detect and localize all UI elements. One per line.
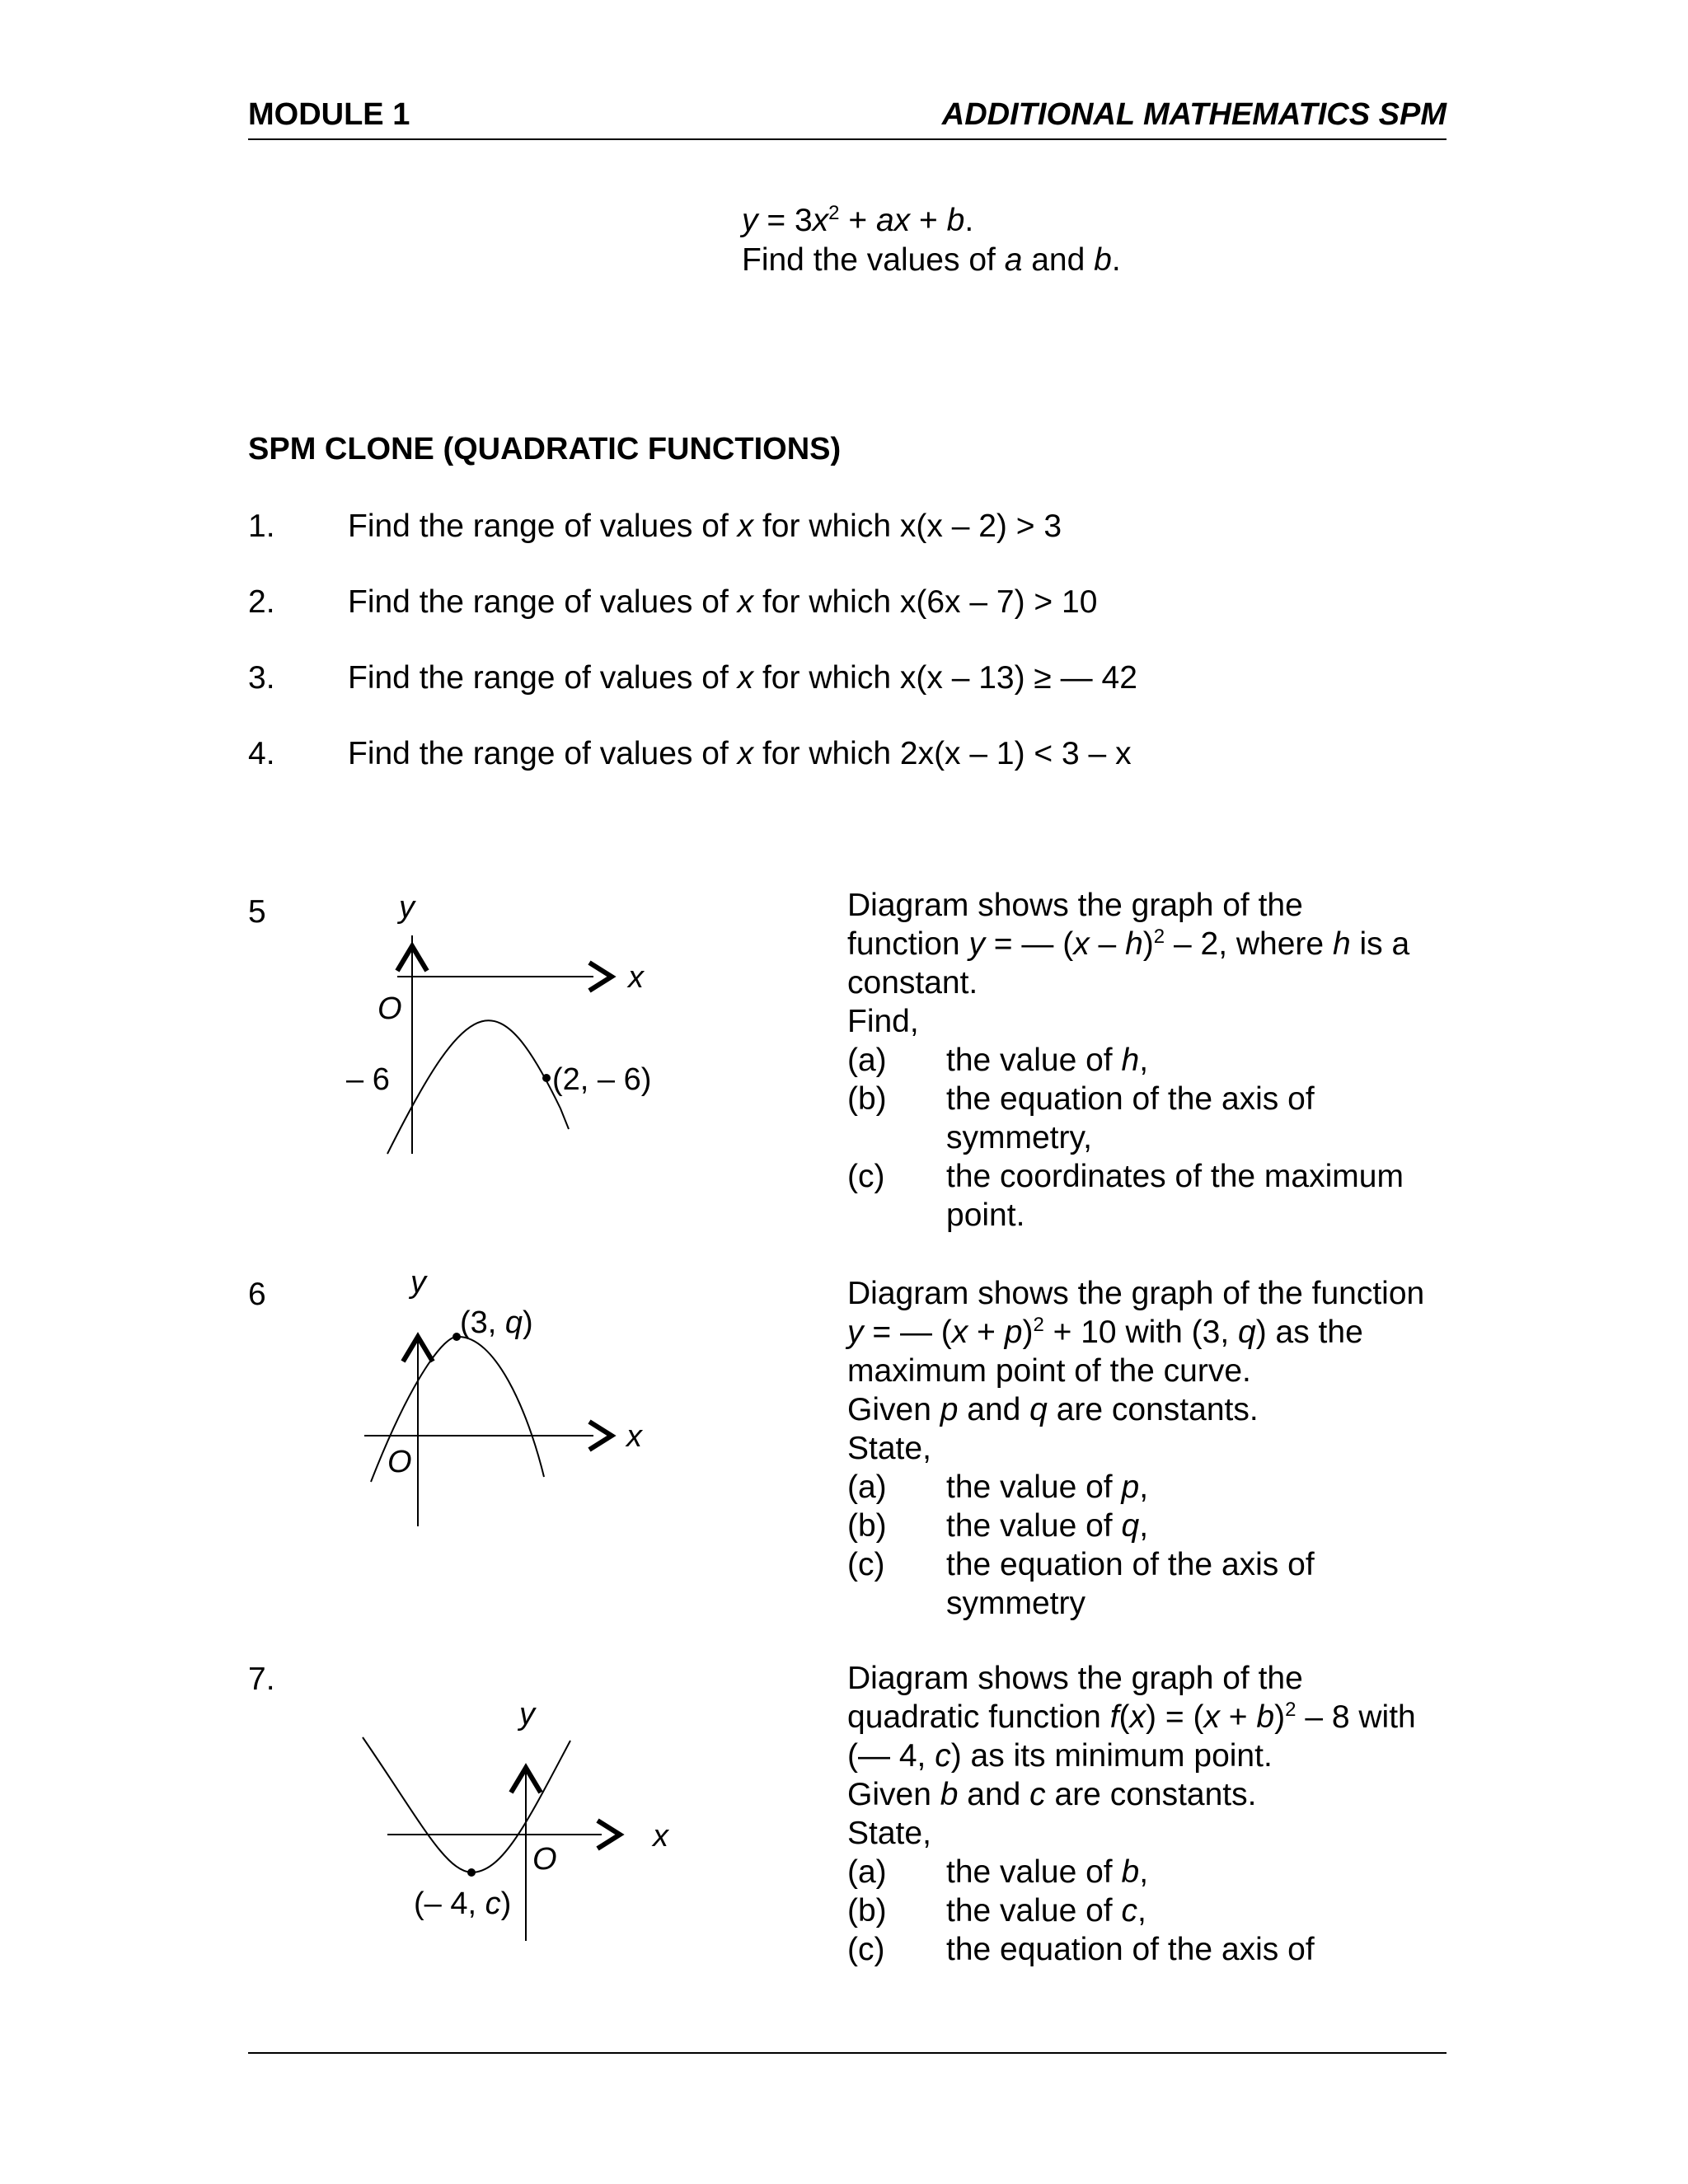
origin-label: O [377,991,402,1026]
subject-title: ADDITIONAL MATHEMATICS SPM [941,97,1447,132]
x-axis-label: x [626,1419,642,1454]
y-axis-label: y [519,1697,535,1732]
question-number: 2. [248,584,275,620]
y-axis-label: y [399,890,415,925]
question-6-text: Diagram shows the graph of the function y = — $(x + p)^2 + 10$ with (3, q) as the maximum point of the curve. Given p and q are constants. State, (a) the value of p, (b) the value of q, (c) the equation of the axis of symmetry [847,1276,1425,1621]
x-axis-label: x [628,960,644,995]
question-text: Find the range of values of x for which x(x – 13) ≥ — 42 [348,660,1137,696]
question-text: Find the range of values of x for which 2x(x – 1) < 3 – x [348,736,1132,771]
y-axis-label: y [410,1265,426,1300]
question-7-number: 7. [248,1661,275,1697]
question-5-diagram [346,890,692,1170]
question-number: 1. [248,509,275,544]
question-6-number: 6 [248,1277,266,1312]
question-number: 4. [248,736,275,771]
section-title: SPM CLONE (QUADRATIC FUNCTIONS) [248,432,842,466]
y-intercept-label: – 6 [346,1062,390,1097]
maximum-point-label: (3, q) [460,1305,533,1340]
question-number: 3. [248,660,275,696]
question-text: Find the range of values of x for which x(x – 2) > 3 [348,509,1062,544]
header-rule [248,138,1447,140]
minimum-point-label: (– 4, c) [414,1886,512,1921]
question-7-diagram [346,1690,692,1953]
x-axis-label: x [653,1819,668,1854]
question-7-text: Diagram shows the graph of the quadratic function $f(x) = (x + b)^2 - 8$ with (— 4, c) as its minimum point. Given b and c are constants. State, (a) the value of b, (b) the value of c, (c) the equation of the axis of [847,1661,1416,1967]
carryover-equation: $y = 3x^2$ + ax + b. [742,202,974,238]
origin-label: O [532,1842,557,1877]
question-6-diagram [346,1261,676,1533]
question-5-text: Diagram shows the graph of the function y = — (x – h)$^2$ – 2, where h is a constant. Find, (a) the value of h, (b) the equation of the axis of symmetry, (c) the coordinates of the maximum point. [847,888,1410,1233]
carryover-instruction: Find the values of a and b. [742,242,1121,278]
footer-rule [248,2052,1447,2054]
question-5-number: 5 [248,894,266,930]
question-text: Find the range of values of x for which x(6x – 7) > 10 [348,584,1098,620]
origin-label: O [387,1445,412,1479]
module-label: MODULE 1 [248,97,410,132]
point-label: (2, – 6) [552,1062,652,1097]
